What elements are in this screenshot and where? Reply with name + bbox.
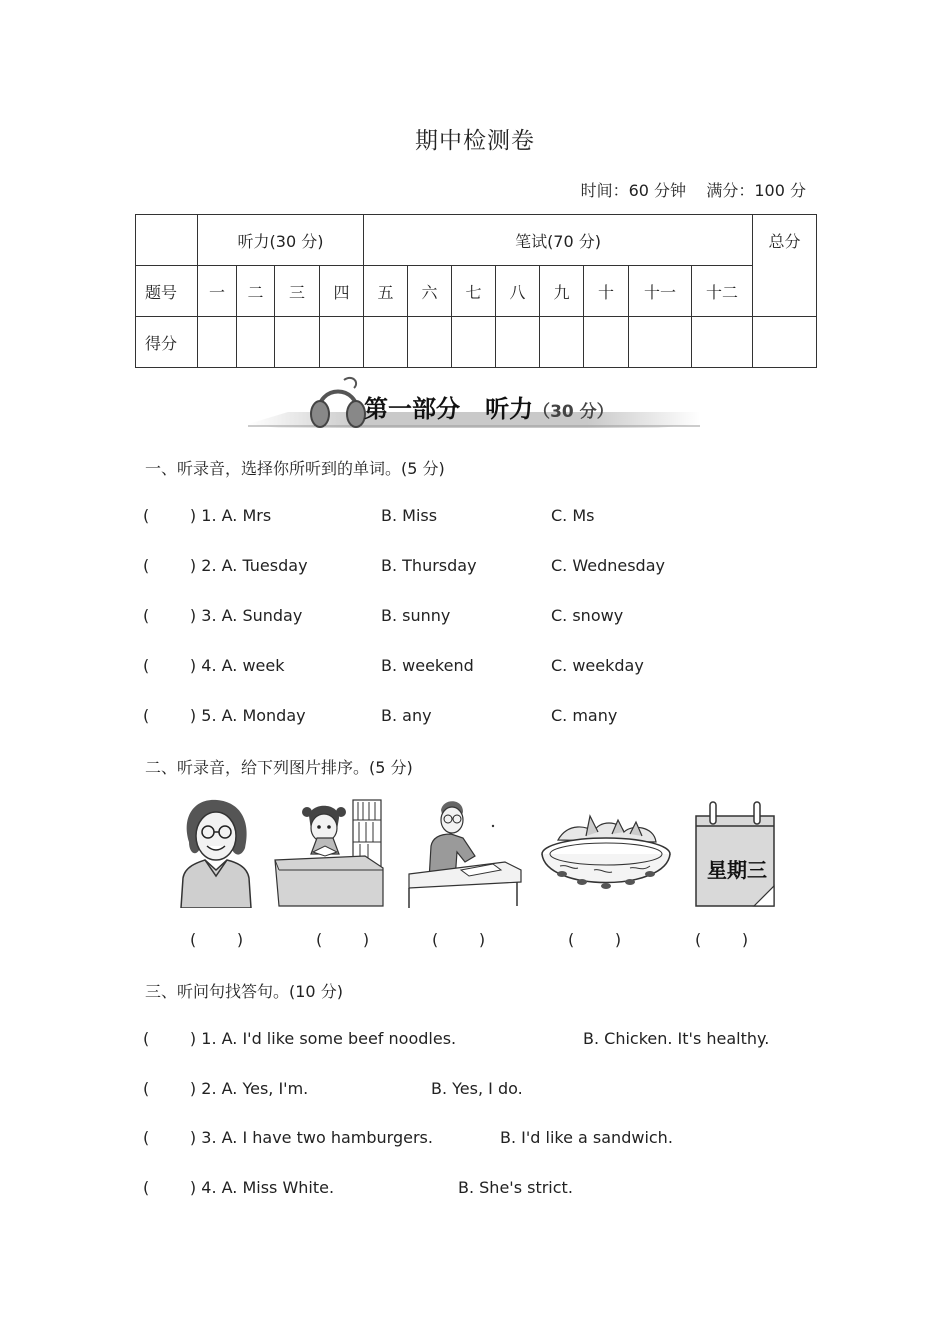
- order-blank[interactable]: ( ): [316, 930, 370, 949]
- score-cell[interactable]: [320, 317, 364, 368]
- question-number: 九: [540, 266, 584, 317]
- calendar-text: 星期三: [707, 858, 767, 882]
- option-b: B. weekend: [381, 656, 474, 675]
- question-number: 五: [364, 266, 408, 317]
- section-heading: 三、听问句找答句。(10 分): [145, 982, 343, 1001]
- option-b: B. sunny: [381, 606, 451, 625]
- option-c: C. Ms: [551, 506, 595, 525]
- total-score-cell[interactable]: [753, 317, 817, 368]
- question-stem: ( ) 1. A. Mrs: [143, 506, 272, 525]
- order-blank[interactable]: ( ): [695, 930, 749, 949]
- option-b: B. She's strict.: [458, 1178, 573, 1197]
- boy-homework-picture: [405, 796, 523, 908]
- order-blank[interactable]: ( ): [568, 930, 622, 949]
- question-stem: ( ) 5. A. Monday: [143, 706, 306, 725]
- table-corner: [136, 215, 198, 266]
- banner-score: （30 分）: [533, 402, 614, 422]
- total-header: 总分: [753, 215, 817, 317]
- question-number: 一: [198, 266, 237, 317]
- score-cell[interactable]: [408, 317, 452, 368]
- score-cell[interactable]: [237, 317, 275, 368]
- row-label-score: 得分: [136, 317, 198, 368]
- question-number: 三: [275, 266, 320, 317]
- question-number: 十: [584, 266, 629, 317]
- row-label-number: 题号: [136, 266, 198, 317]
- banner-title: [364, 389, 614, 424]
- question-number: 十一: [629, 266, 692, 317]
- writing-header: 笔试(70 分): [364, 215, 753, 266]
- option-b: B. I'd like a sandwich.: [500, 1128, 673, 1147]
- option-c: C. many: [551, 706, 618, 725]
- score-cell[interactable]: [584, 317, 629, 368]
- option-b: B. Chicken. It's healthy.: [583, 1029, 770, 1048]
- option-b: B. Miss: [381, 506, 438, 525]
- option-c: C. weekday: [551, 656, 644, 675]
- score-cell[interactable]: [496, 317, 540, 368]
- option-c: C. snowy: [551, 606, 624, 625]
- question-number: 二: [237, 266, 275, 317]
- banner-part: 第一部分 听力: [364, 395, 534, 423]
- question-stem: ( ) 1. A. I'd like some beef noodles.: [143, 1029, 457, 1048]
- score-cell[interactable]: [629, 317, 692, 368]
- exam-meta: 时间：60 分钟 满分：100 分: [580, 181, 806, 200]
- order-blank[interactable]: ( ): [190, 930, 244, 949]
- listening-header: 听力(30 分): [198, 215, 364, 266]
- score-table: [135, 214, 817, 368]
- question-stem: ( ) 2. A. Yes, I'm.: [143, 1079, 309, 1098]
- question-number: 八: [496, 266, 540, 317]
- question-stem: ( ) 4. A. Miss White.: [143, 1178, 335, 1197]
- question-stem: ( ) 4. A. week: [143, 656, 285, 675]
- salad-bowl-picture: [538, 796, 674, 908]
- question-stem: ( ) 3. A. I have two hamburgers.: [143, 1128, 433, 1147]
- score-cell[interactable]: [198, 317, 237, 368]
- question-number: 十二: [692, 266, 753, 317]
- option-b: B. any: [381, 706, 432, 725]
- option-c: C. Wednesday: [551, 556, 665, 575]
- girl-reading-picture: [273, 796, 385, 908]
- order-blank[interactable]: ( ): [432, 930, 486, 949]
- question-stem: ( ) 2. A. Tuesday: [143, 556, 308, 575]
- page-title: 期中检测卷: [415, 128, 535, 154]
- question-number: 四: [320, 266, 364, 317]
- question-stem: ( ) 3. A. Sunday: [143, 606, 303, 625]
- section-heading: 一、听录音，选择你所听到的单词。(5 分): [145, 459, 445, 478]
- question-number: 七: [452, 266, 496, 317]
- score-cell[interactable]: [364, 317, 408, 368]
- score-cell[interactable]: [540, 317, 584, 368]
- teacher-picture: [175, 796, 255, 908]
- score-cell[interactable]: [692, 317, 753, 368]
- option-b: B. Thursday: [381, 556, 477, 575]
- section-heading: 二、听录音，给下列图片排序。(5 分): [145, 758, 413, 777]
- score-cell[interactable]: [275, 317, 320, 368]
- score-cell[interactable]: [452, 317, 496, 368]
- option-b: B. Yes, I do.: [431, 1079, 523, 1098]
- question-number: 六: [408, 266, 452, 317]
- calendar-icon: [694, 796, 778, 910]
